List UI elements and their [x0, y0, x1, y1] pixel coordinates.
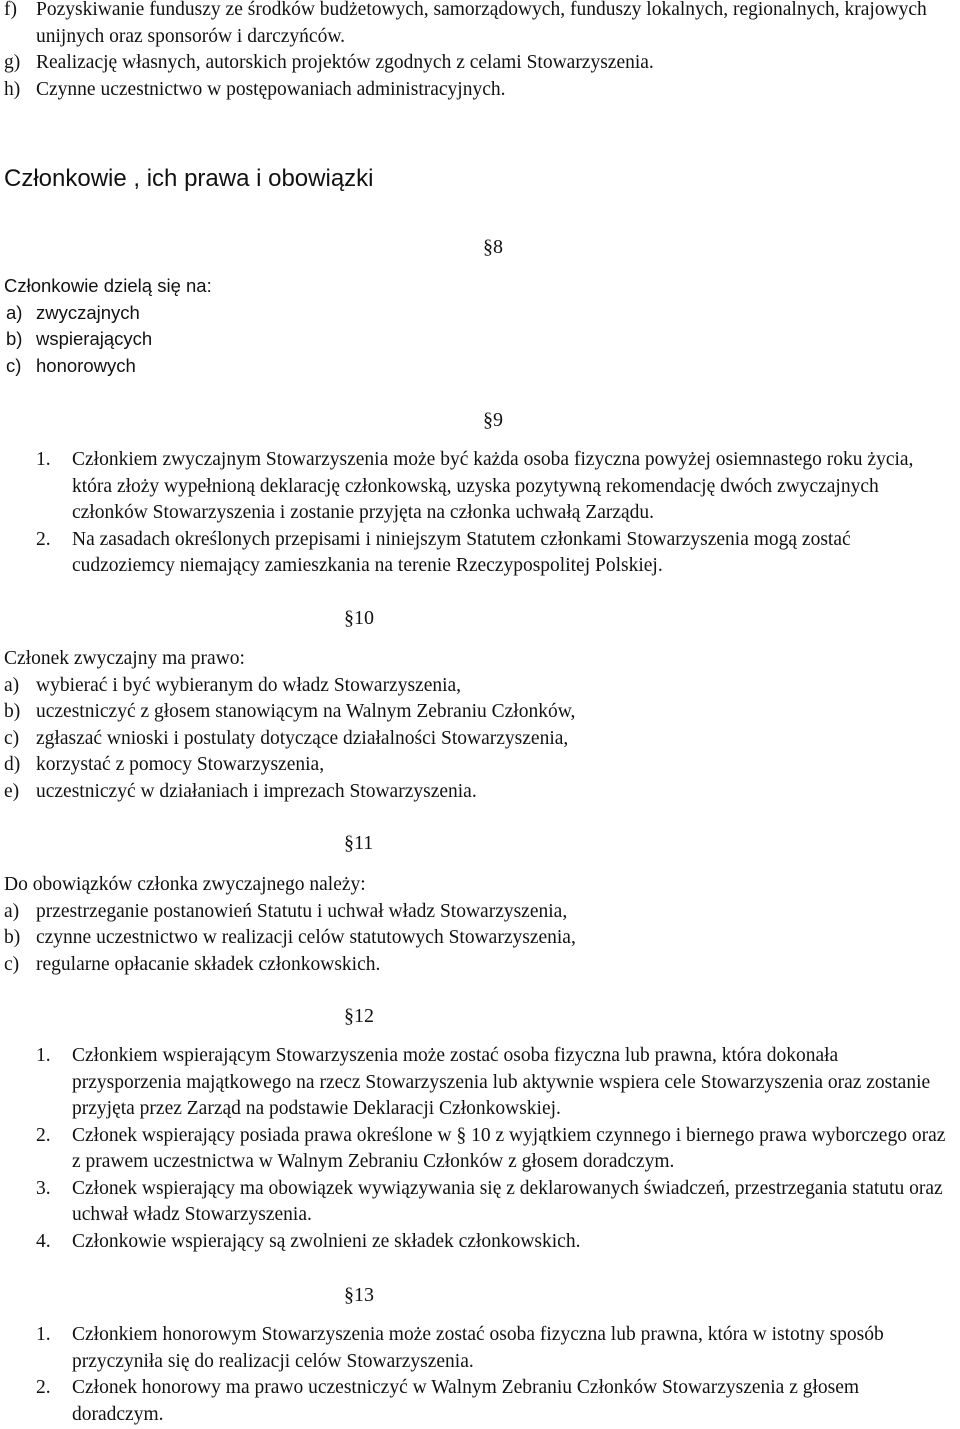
list-marker: 1.	[36, 1045, 51, 1066]
paragraph-number-11	[344, 830, 373, 857]
paragraph-12-list	[0, 1043, 960, 1255]
list-item	[0, 50, 960, 77]
list-item	[0, 300, 960, 327]
list-text: wybierać i być wybieranym do władz Stowarzyszenia,	[36, 674, 462, 696]
list-item	[0, 353, 960, 380]
list-marker: a)	[4, 674, 20, 696]
list-text: korzystać z pomocy Stowarzyszenia,	[36, 754, 325, 775]
list-marker: 2.	[36, 528, 51, 550]
list-text: zgłaszać wnioski i postulaty dotyczące działalności Stowarzyszenia,	[36, 727, 569, 749]
paragraph-number-8	[483, 234, 503, 261]
list-marker: b)	[4, 701, 21, 722]
list-text: Członek wspierający posiada prawa określone w § 10 z wyjątkiem czynnego i biernego prawa wyborczego oraz z prawem uczestnictwa w Walnym Zebraniu Członków z głosem doradczym.	[72, 1124, 946, 1172]
list-text: Członkowie wspierający są zwolnieni ze składek członkowskich.	[72, 1230, 581, 1252]
section-symbol: §	[344, 1284, 354, 1306]
member-duties	[0, 872, 960, 978]
list-text: przestrzeganie postanowień Statutu i uchwał władz Stowarzyszenia,	[36, 900, 568, 922]
paragraph-number: 11	[354, 832, 374, 854]
list-item	[0, 1123, 960, 1176]
list-item	[0, 0, 960, 50]
paragraph-number-9	[483, 407, 503, 434]
list-text: Członkiem zwyczajnym Stowarzyszenia może być każda osoba fizyczna powyżej osiemnastego roku życia, która złoży wypełnioną deklarację członkowską, uzyska pozytywną rekomendację dwóch zwyczajnych członków Stowarzyszenia i zostanie przyjęta na członka uchwałą Zarządu.	[72, 449, 914, 523]
list-text: Członek honorowy ma prawo uczestniczyć w Walnym Zebraniu Członków Stowarzyszenia z głosem doradczym.	[72, 1377, 860, 1425]
list-marker: e)	[4, 780, 20, 802]
paragraph-13-list	[0, 1322, 960, 1428]
list-marker: d)	[4, 754, 21, 775]
list-marker: 2.	[36, 1377, 51, 1398]
member-rights	[0, 646, 960, 805]
members-types	[0, 273, 960, 379]
list-item	[0, 1375, 960, 1428]
paragraph-number-12	[344, 1003, 374, 1030]
paragraph-number: 8	[493, 236, 503, 258]
list-text: Pozyskiwanie funduszy ze środków budżetowych, samorządowych, funduszy lokalnych, regionalnych, krajowych unijnych oraz sponsorów i darczyńców.	[36, 0, 927, 47]
list-item	[0, 447, 960, 527]
paragraph-number: 13	[354, 1284, 374, 1306]
list-marker: 3.	[36, 1177, 51, 1199]
list-text: czynne uczestnictwo w realizacji celów statutowych Stowarzyszenia,	[36, 927, 576, 948]
list-text: honorowych	[36, 354, 136, 376]
list-marker: c)	[4, 953, 20, 975]
list-item	[0, 779, 960, 806]
section-symbol: §	[483, 236, 493, 258]
list-text: wspierających	[36, 328, 153, 349]
list-item	[0, 925, 960, 952]
list-item	[0, 1229, 960, 1256]
list-marker: 1.	[36, 1324, 51, 1345]
list-item	[0, 1043, 960, 1123]
lead-text: Członek zwyczajny ma prawo:	[4, 648, 245, 669]
list-marker: g)	[4, 52, 21, 73]
section-symbol: §	[344, 832, 354, 854]
paragraph-number: 12	[354, 1005, 374, 1027]
list-marker: c)	[6, 354, 22, 376]
section-title: Członkowie , ich prawa i obowiązki	[4, 165, 374, 192]
list-item	[0, 673, 960, 700]
list-marker: b)	[4, 927, 21, 948]
list-marker: 1.	[36, 449, 51, 470]
list-text: Członkiem honorowym Stowarzyszenia może zostać osoba fizyczna lub prawna, która w istotny sposób przyczyniła się do realizacji celów Stowarzyszenia.	[72, 1324, 884, 1372]
paragraph-9-list	[0, 447, 960, 580]
list-text: zwyczajnych	[36, 301, 140, 323]
list-marker: b)	[6, 328, 23, 349]
list-item	[0, 326, 960, 353]
section-symbol: §	[344, 1005, 354, 1027]
list-item	[0, 77, 960, 104]
list-text: Członek wspierający ma obowiązek wywiązywania się z deklarowanych świadczeń, przestrzegania statutu oraz uchwał władz Stowarzyszenia.	[72, 1177, 943, 1225]
list-item	[0, 699, 960, 726]
list-text: regularne opłacanie składek członkowskich.	[36, 953, 381, 975]
section-symbol: §	[483, 409, 493, 431]
list-item	[0, 726, 960, 753]
list-marker: c)	[4, 727, 20, 749]
paragraph-number: 10	[354, 607, 374, 629]
top-list	[0, 0, 960, 103]
list-text: uczestniczyć z głosem stanowiącym na Walnym Zebraniu Członków,	[36, 701, 576, 722]
lead-text: Członkowie dzielą się na:	[4, 275, 212, 296]
list-text: Realizację własnych, autorskich projektów zgodnych z celami Stowarzyszenia.	[36, 52, 654, 73]
list-item	[0, 952, 960, 979]
list-text: Na zasadach określonych przepisami i niniejszym Statutem członkami Stowarzyszenia mogą zostać cudzoziemcy niemający zamieszkania na terenie Rzeczypospolitej Polskiej.	[72, 528, 851, 576]
section-symbol: §	[344, 607, 354, 629]
paragraph-number-13	[344, 1282, 374, 1309]
paragraph-number-10	[344, 605, 374, 632]
list-marker: 4.	[36, 1230, 51, 1252]
list-marker: a)	[4, 900, 20, 922]
list-text: uczestniczyć w działaniach i imprezach Stowarzyszenia.	[36, 780, 477, 802]
list-marker: a)	[6, 301, 23, 323]
list-marker: f)	[4, 0, 17, 20]
paragraph-number: 9	[493, 409, 503, 431]
list-item	[0, 752, 960, 779]
list-marker: h)	[4, 78, 21, 100]
lead-text: Do obowiązków członka zwyczajnego należy:	[4, 874, 366, 895]
list-item	[0, 1176, 960, 1229]
list-text: Członkiem wspierającym Stowarzyszenia może zostać osoba fizyczna lub prawna, która dokonała przysporzenia majątkowego na rzecz Stowarzyszenia lub aktywnie wspiera cele Stowarzyszenia oraz zostanie przyjęta przez Zarząd na podstawie Deklaracji Członkowskiej.	[72, 1045, 931, 1119]
list-marker: 2.	[36, 1124, 51, 1146]
list-item	[0, 899, 960, 926]
list-item	[0, 527, 960, 580]
list-item	[0, 1322, 960, 1375]
list-text: Czynne uczestnictwo w postępowaniach administracyjnych.	[36, 78, 506, 100]
